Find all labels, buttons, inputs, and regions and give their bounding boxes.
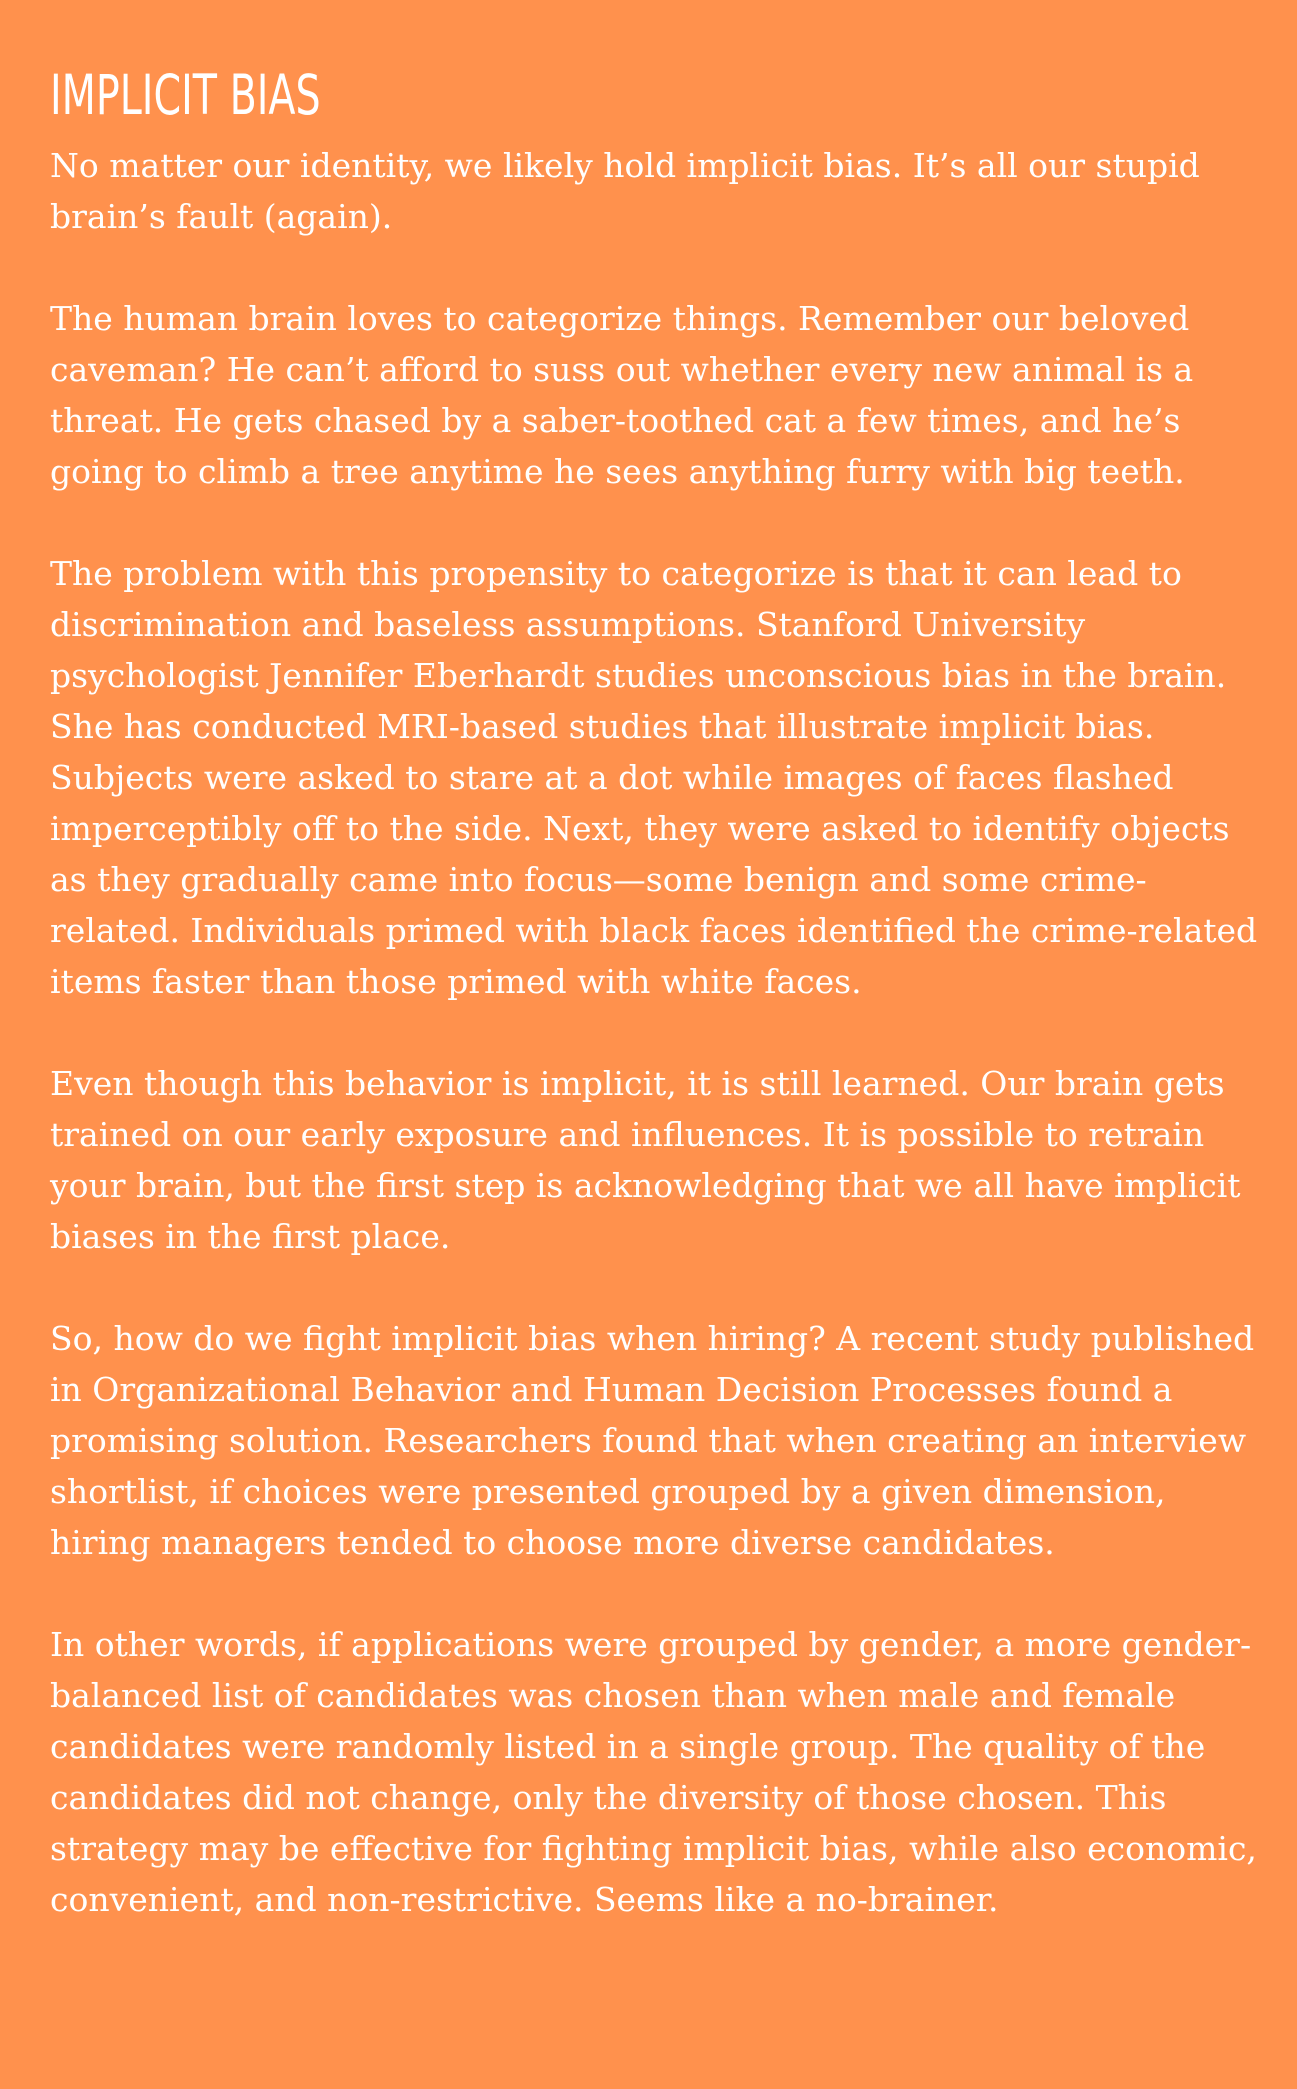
paragraph: The problem with this propensity to categorize is that it can lead to discrimination and baseless assumptions. Stanford University psychologist Jennifer Eberhardt studies unconscious bias in the brain. She has conducted MRI-based studies that illustrate implicit bias. Subjects were asked to stare at a dot while images of faces flashed imperceptibly off to the side. Next, they were asked to identify objects as they gradually came into focus—some benign and some crime-related. Individuals primed with black faces identified the crime-related items faster than those primed with white faces. xyxy=(50,554,1258,1001)
paragraph: No matter our identity, we likely hold implicit bias. It’s all our stupid brain’s fault (again). xyxy=(50,146,1200,236)
paragraph: In other words, if applications were grouped by gender, a more gender-balanced list of candidates was chosen than when male and female candidates were randomly listed in a single group. The quality of the candidates did not change, only the diversity of those chosen. This strategy may be effective for fighting implicit bias, while also economic, convenient, and non-restrictive. Seems like a no-brainer. xyxy=(50,1625,1257,1919)
paragraph: Even though this behavior is implicit, it is still learned. Our brain gets trained on our early exposure and influences. It is possible to retrain your brain, but the first step is acknowledging that we all have implicit biases in the first place. xyxy=(50,1064,1241,1256)
page-title: IMPLICIT BIAS xyxy=(50,63,321,127)
paragraph: So, how do we fight implicit bias when hiring? A recent study published in Organizational Behavior and Human Decision Processes found a promising solution. Researchers found that when creating an interview shortlist, if choices were presented grouped by a given dimension, hiring managers tended to choose more diverse candidates. xyxy=(50,1319,1255,1562)
article-body xyxy=(50,140,1258,1925)
paragraph: The human brain loves to categorize things. Remember our beloved caveman? He can’t afford to suss out whether every new animal is a threat. He gets chased by a saber-toothed cat a few times, and he’s going to climb a tree anytime he sees anything furry with big teeth. xyxy=(50,299,1194,491)
